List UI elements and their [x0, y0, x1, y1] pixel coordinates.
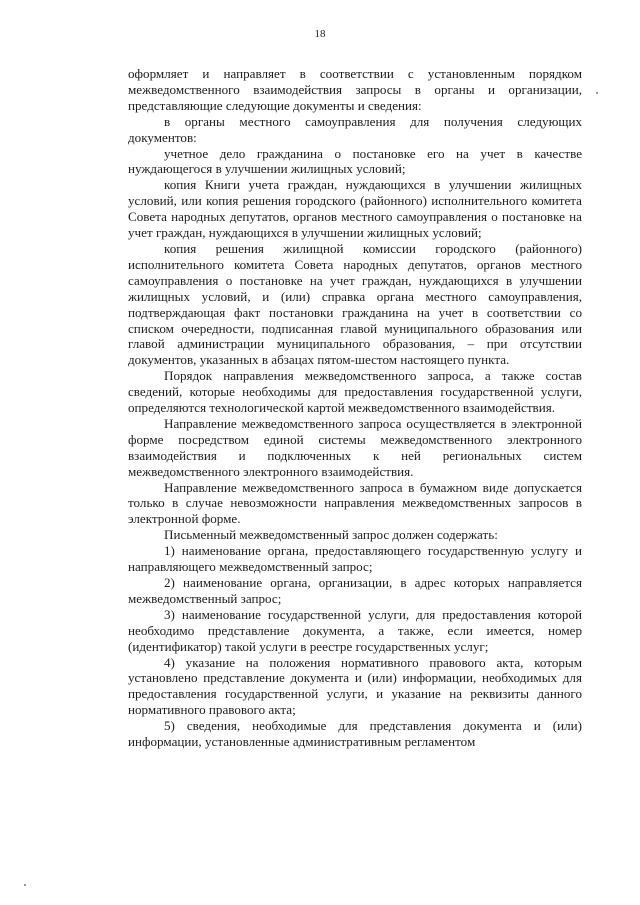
- paragraph-intro: оформляет и направляет в соответствии с установленным порядком межведомственного взаимодействия запросы в органы и организации, представляющие следующие документы и сведения:: [128, 66, 582, 113]
- paragraph-request-procedure: Порядок направления межведомственного запроса, а также состав сведений, которые необходимы для предоставления государственной услуги, определяются технологической картой межведомственного взаимодействия.: [128, 368, 582, 416]
- list-item-4: 4) указание на положения нормативного правового акта, которым установлено представление документа и (или) информации, необходимых для предоставления государственной услуги, и указание на реквизиты данного нормативного правового акта;: [128, 654, 582, 718]
- list-item-3: 3) наименование государственной услуги, для предоставления которой необходимо представление документа, а также, если имеется, номер (идентификатор) такой услуги в реестре государственных услуг;: [128, 606, 582, 654]
- paragraph-commission-decision: копия решения жилищной комиссии городского (районного) исполнительного комитета Совета народных депутатов, органов местного самоуправления о постановке на учет граждан, нуждающихся в улучшении жилищных условий, и (или) справка органа местного самоуправления, подтверждающая факт постановки гражданина на учет в соответствии со списком очередности, подписанная главой муниципального образования или главой администрации муниципального образования, – при отсутствии документов, указанных в абзацах пятом-шестом настоящего пункта.: [128, 240, 582, 368]
- paragraph-registry-copy: копия Книги учета граждан, нуждающихся в улучшении жилищных условий, или копия решения городского (районного) исполнительного комитета Совета народных депутатов, органов местного самоуправления о постановке на учет граждан, нуждающихся в улучшении жилищных условий;: [128, 177, 582, 241]
- paragraph-request-contents: Письменный межведомственный запрос должен содержать:: [164, 527, 498, 543]
- scan-speck: [24, 884, 26, 886]
- paragraph-record-file: учетное дело гражданина о постановке его на учет в качестве нуждающегося в улучшении жилищных условий;: [128, 145, 582, 177]
- paragraph-paper-form: Направление межведомственного запроса в бумажном виде допускается только в случае невозможности направления межведомственных запросов в электронной форме.: [128, 479, 582, 527]
- list-item-1: 1) наименование органа, предоставляющего государственную услугу и направляющего межведомственный запрос;: [128, 543, 582, 575]
- list-item-5: 5) сведения, необходимые для представления документа и (или) информации, установленные административным регламентом: [128, 718, 582, 750]
- page-number: 18: [314, 28, 326, 40]
- paragraph-local-government: в органы местного самоуправления для получения следующих документов:: [128, 113, 582, 145]
- document-body: [128, 66, 582, 750]
- scan-speck: [596, 92, 598, 94]
- list-item-2: 2) наименование органа, организации, в адрес которых направляется межведомственный запрос;: [128, 575, 582, 606]
- paragraph-electronic-form: Направление межведомственного запроса осуществляется в электронной форме посредством единой системы межведомственного электронного взаимодействия и подключенных к ней региональных систем межведомственного электронного взаимодействия.: [128, 415, 582, 479]
